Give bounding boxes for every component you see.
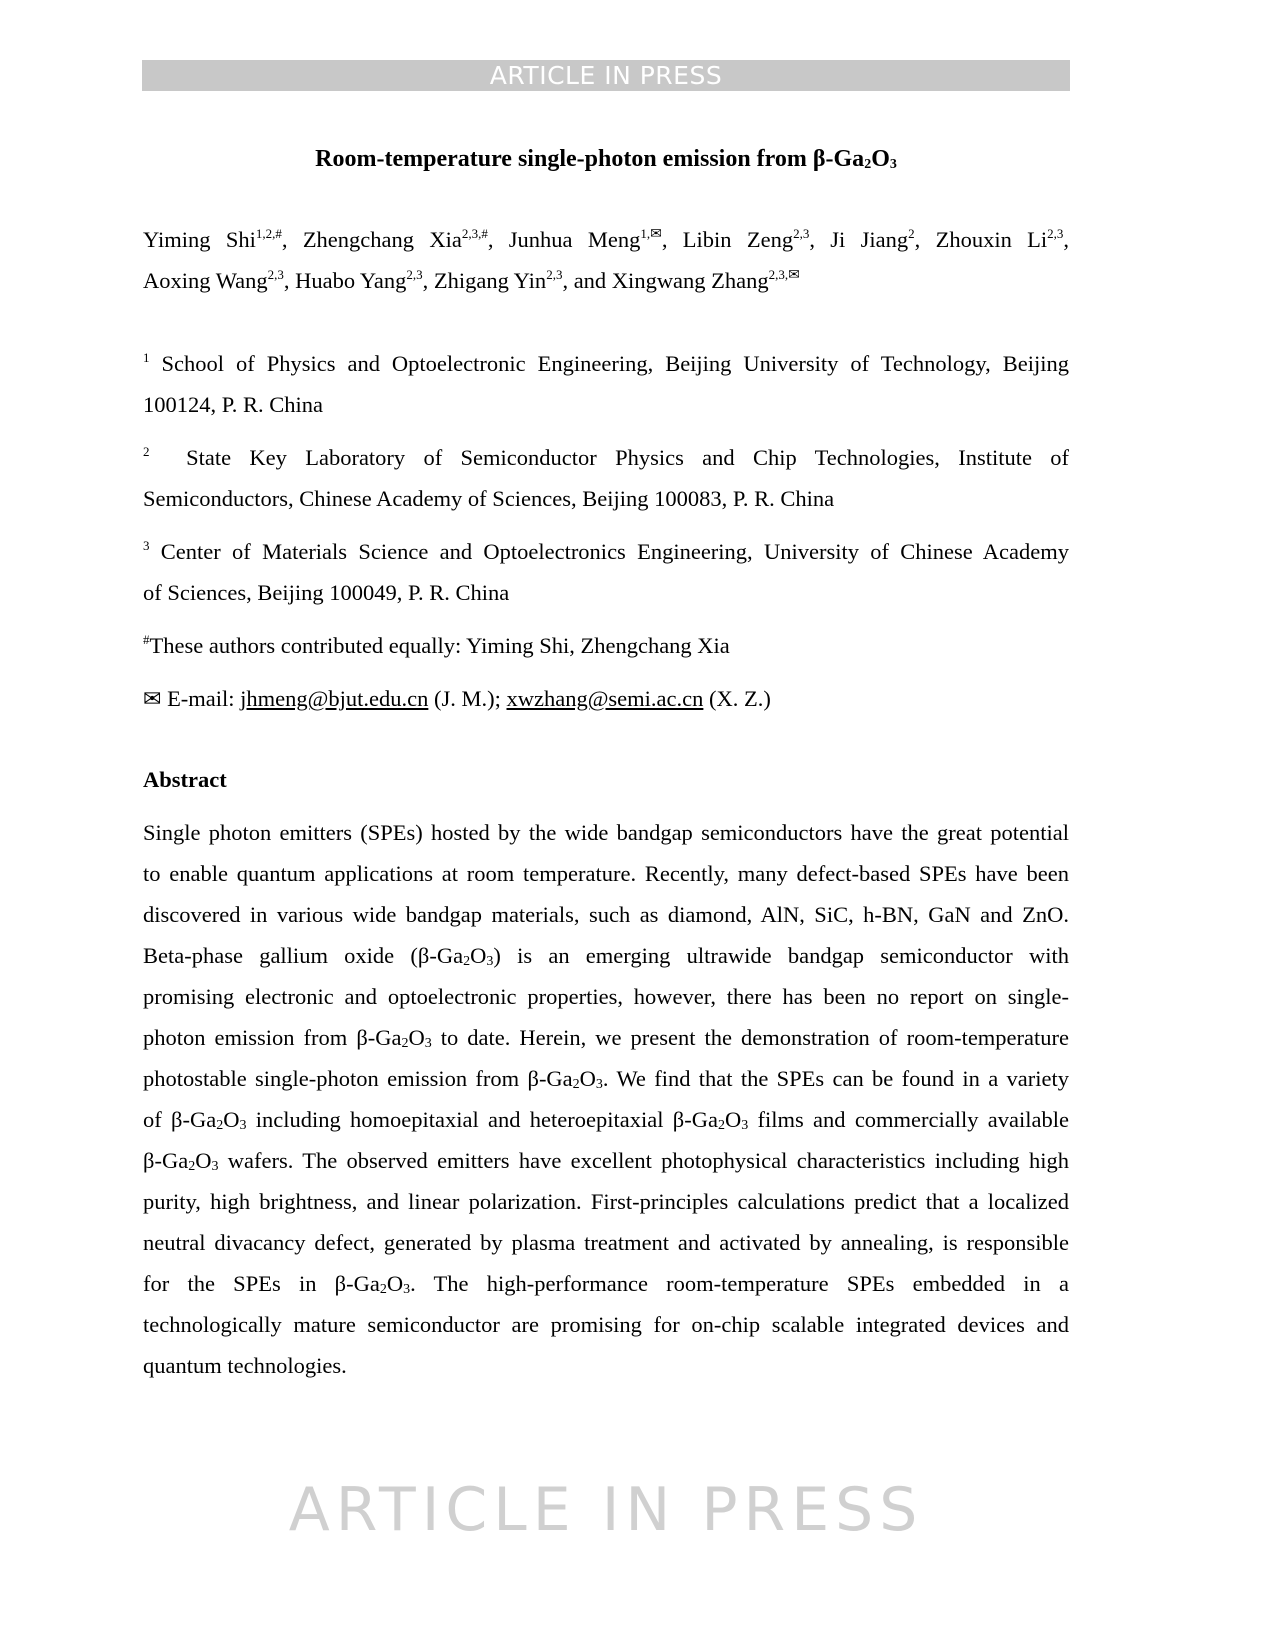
abstract-line: photon emission from $\beta-Ga_2O_3$ to date. Herein, we present the demonstration of room-temperature [143, 1025, 1070, 1051]
author-line-1: Yiming Shi$^{1,2,\#}$, Zhengchang Xia$^{2,3,\#}$, Junhua Meng$^{1,✉}$, Libin Zeng$^{2,3}$, Ji Jiang$^2$, Zhouxin Li$^{2,3}$, [143, 226, 1070, 252]
article-in-press-banner: ARTICLE IN PRESS [142, 60, 1070, 91]
author: Zhengchang Xia$^{2,3,\#}$ [302, 226, 488, 252]
title-subscript: 2 [864, 157, 872, 172]
email-link-jhmeng[interactable]: jhmeng@bjut.edu.cn [240, 686, 429, 711]
author: Huabo Yang$^{2,3}$ [295, 267, 423, 293]
author: Xingwang Zhang$^{2,3,✉}$ [611, 267, 800, 293]
abstract-line: of $\beta-Ga_2O_3$ including homoepitaxial and heteroepitaxial $\beta-Ga_2O_3$ films and commercially available [143, 1107, 1070, 1133]
abstract-line: for the SPEs in $\beta-Ga_2O_3$. The high-performance room-temperature SPEs embedded in a [143, 1271, 1069, 1297]
email-owner: (J. M.); [433, 686, 501, 711]
abstract-line: quantum technologies. [143, 1353, 347, 1378]
email-label: E-mail: [167, 686, 235, 711]
affiliation-1-line-2: 100124, P. R. China [143, 392, 324, 417]
author: Aoxing Wang$^{2,3}$ [143, 267, 284, 293]
abstract-line: purity, high brightness, and linear polarization. First-principles calculations predict that a localized [143, 1189, 1069, 1214]
title-text: Room-temperature single-photon emission from β-Ga [315, 146, 865, 172]
abstract-heading: Abstract [143, 767, 227, 792]
article-in-press-watermark: ARTICLE IN PRESS [288, 1475, 924, 1545]
mail-icon: ✉ [788, 268, 800, 283]
abstract-line: promising electronic and optoelectronic properties, however, there has been no report on single- [143, 984, 1069, 1009]
affiliation-2-line-2: Semiconductors, Chinese Academy of Sciences, Beijing 100083, P. R. China [143, 486, 835, 511]
author: Zhigang Yin$^{2,3}$ [433, 267, 563, 293]
affiliation-1-line-1: $^1$ School of Physics and Optoelectronic Engineering, Beijing University of Technology, Beijing [143, 350, 1070, 376]
abstract-line: to enable quantum applications at room temperature. Recently, many defect-based SPEs have been [143, 861, 1069, 886]
author: Junhua Meng$^{1,✉}$ [508, 226, 662, 252]
affiliation-2-line-1: $^2$ State Key Laboratory of Semiconductor Physics and Chip Technologies, Institute of [143, 444, 1069, 470]
mail-icon: ✉ [143, 686, 162, 711]
title-text: O [871, 146, 890, 172]
abstract-line: technologically mature semiconductor are promising for on-chip scalable integrated devices and [143, 1312, 1069, 1337]
abstract-line: discovered in various wide bandgap materials, such as diamond, AlN, SiC, h-BN, GaN and ZnO. [143, 902, 1069, 927]
equal-contribution-note: #These authors contributed equally: Yiming Shi, Zhengchang Xia [143, 632, 730, 658]
affiliation-3-line-1: $^3$ Center of Materials Science and Optoelectronics Engineering, University of Chinese Academy [143, 538, 1070, 564]
email-owner: (X. Z.) [709, 686, 771, 711]
contact-emails [143, 684, 1069, 714]
author: Ji Jiang$^2$ [830, 226, 915, 252]
abstract-line: Single photon emitters (SPEs) hosted by the wide bandgap semiconductors have the great potential [143, 820, 1069, 845]
author: Yiming Shi$^{1,2,\#}$ [143, 226, 282, 252]
email-link-xwzhang[interactable]: xwzhang@semi.ac.cn [506, 686, 704, 711]
abstract-line: neutral divacancy defect, generated by plasma treatment and activated by annealing, is responsible [143, 1230, 1069, 1255]
mail-icon: ✉ [650, 227, 662, 242]
abstract-line: $\beta-Ga_2O_3$ wafers. The observed emitters have excellent photophysical characteristics including high [143, 1148, 1069, 1174]
abstract-line: Beta-phase gallium oxide $(\beta-Ga_2O_3)$ is an emerging ultrawide bandgap semiconductor with [143, 943, 1070, 969]
affiliation-3-line-2: of Sciences, Beijing 100049, P. R. China [143, 580, 510, 605]
author-line-2: Aoxing Wang$^{2,3}$, Huabo Yang$^{2,3}$, Zhigang Yin$^{2,3}$, and Xingwang Zhang$^{2,3,✉}$ [143, 267, 800, 293]
title-subscript: 3 [889, 157, 897, 172]
abstract-line: photostable single-photon emission from $\beta-Ga_2O_3$. We find that the SPEs can be found in a variety [143, 1066, 1069, 1092]
author: Zhouxin Li$^{2,3}$ [935, 226, 1064, 252]
author: Libin Zeng$^{2,3}$ [682, 226, 810, 252]
paper-title [142, 143, 1070, 175]
